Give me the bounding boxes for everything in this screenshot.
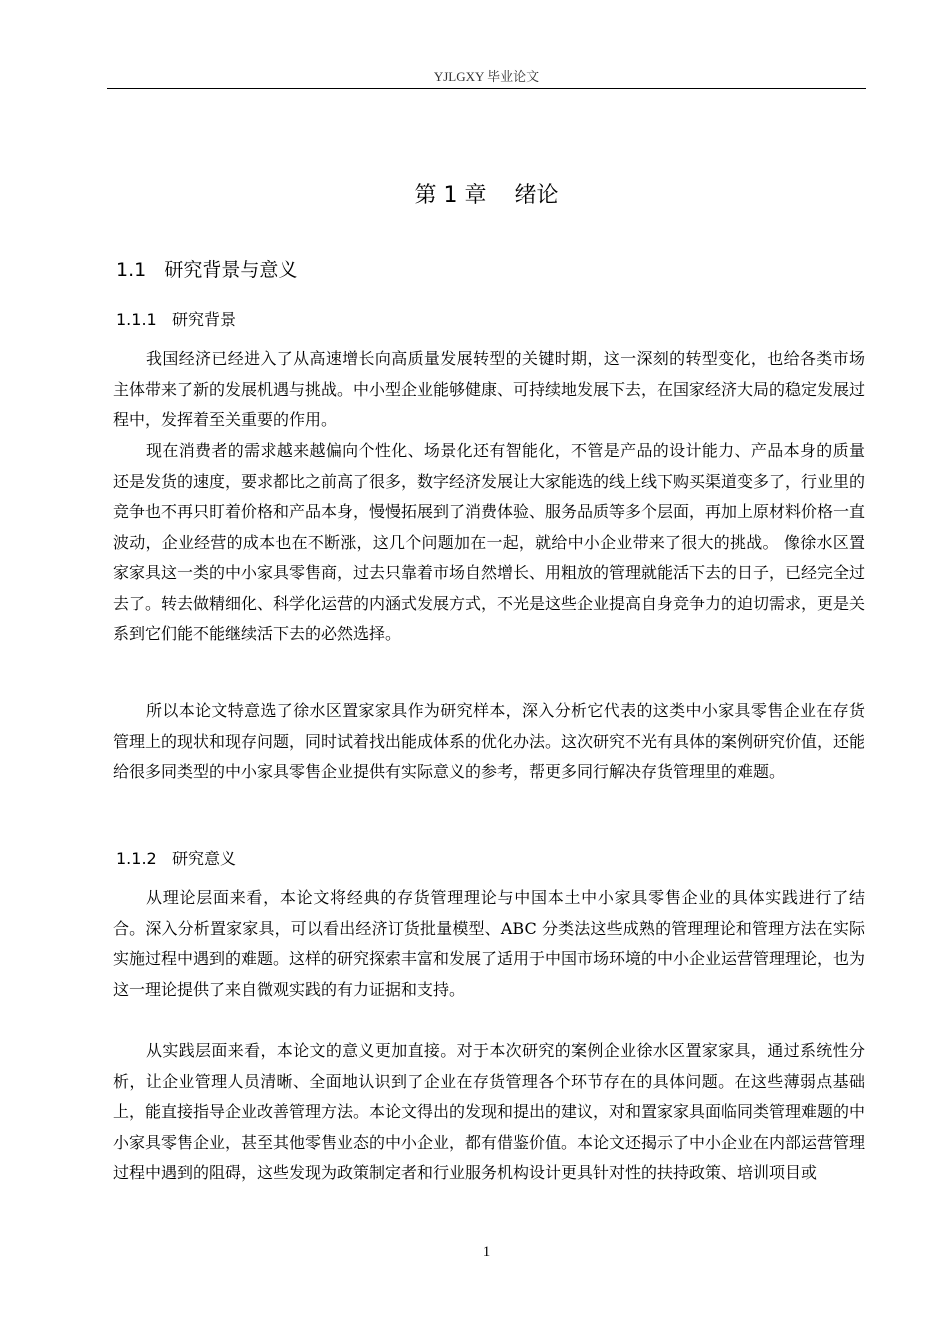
section-heading-1-1-2: 1.1.2 研究意义 <box>116 849 236 868</box>
section-heading-1-1-1: 1.1.1 研究背景 <box>116 310 236 329</box>
page-number: 1 <box>482 1244 491 1260</box>
running-header: YJLGXY 毕业论文 <box>433 69 540 84</box>
paragraph: 我国经济已经进入了从高速增长向高质量发展转型的关键时期，这一深刻的转型变化，也给各类市场主体带来了新的发展机遇与挑战。中小型企业能够健康、可持续地发展下去，在国家经济大局的稳定发展过程中，发挥着至关重要的作用。 <box>113 349 866 429</box>
paragraph: 所以本论文特意选了徐水区置家家具作为研究样本，深入分析它代表的这类中小家具零售企业在存货管理上的现状和现存问题，同时试着找出能成体系的优化办法。这次研究不光有具体的案例研究价值，还能给很多同类型的中小家具零售企业提供有实际意义的参考，帮更多同行解决存货管理里的难题。 <box>113 701 866 781</box>
paragraph: 从理论层面来看，本论文将经典的存货管理理论与中国本土中小家具零售企业的具体实践进行了结合。深入分析置家家具，可以看出经济订货批量模型、ABC 分类法这些成熟的管理理论和管理方法在实际实施过程中遇到的难题。这样的研究探索丰富和发展了适用于中国市场环境的中小企业运营管理理论，也为这一理论提供了来自微观实践的有力证据和支持。 <box>113 888 866 999</box>
chapter-title: 第 1 章 绪论 <box>414 183 559 208</box>
paragraph: 现在消费者的需求越来越偏向个性化、场景化还有智能化，不管是产品的设计能力、产品本身的质量还是发货的速度，要求都比之前高了很多，数字经济发展让大家能选的线上线下购买渠道变多了，行业里的竞争也不再只盯着价格和产品本身，慢慢拓展到了消费体验、服务品质等多个层面，再加上原材料价格一直波动，企业经营的成本也在不断涨，这几个问题加在一起，就给中小企业带来了很大的挑战。 像徐水区置家家具这一类的中小家具零售商，过去只靠着市场自然增长、用粗放的管理就能活下去的日子，已经完全过去了。转去做精细化、科学化运营的内涵式发展方式，不光是这些企业提高自身竞争力的迫切需求，更是关系到它们能不能继续活下去的必然选择。 <box>113 441 866 643</box>
section-heading-1-1: 1.1 研究背景与意义 <box>116 259 298 281</box>
paragraph: 从实践层面来看，本论文的意义更加直接。对于本次研究的案例企业徐水区置家家具，通过系统性分析，让企业管理人员清晰、全面地认识到了企业在存货管理各个环节存在的具体问题。在这些薄弱点基础上，能直接指导企业改善管理方法。本论文得出的发现和提出的建议，对和置家家具面临同类管理难题的中小家具零售企业，甚至其他零售业态的中小企业，都有借鉴价值。本论文还揭示了中小企业在内部运营管理过程中遇到的阻碍，这些发现为政策制定者和行业服务机构设计更具针对性的扶持政策、培训项目或 <box>113 1041 866 1182</box>
header-rule <box>107 88 866 89</box>
